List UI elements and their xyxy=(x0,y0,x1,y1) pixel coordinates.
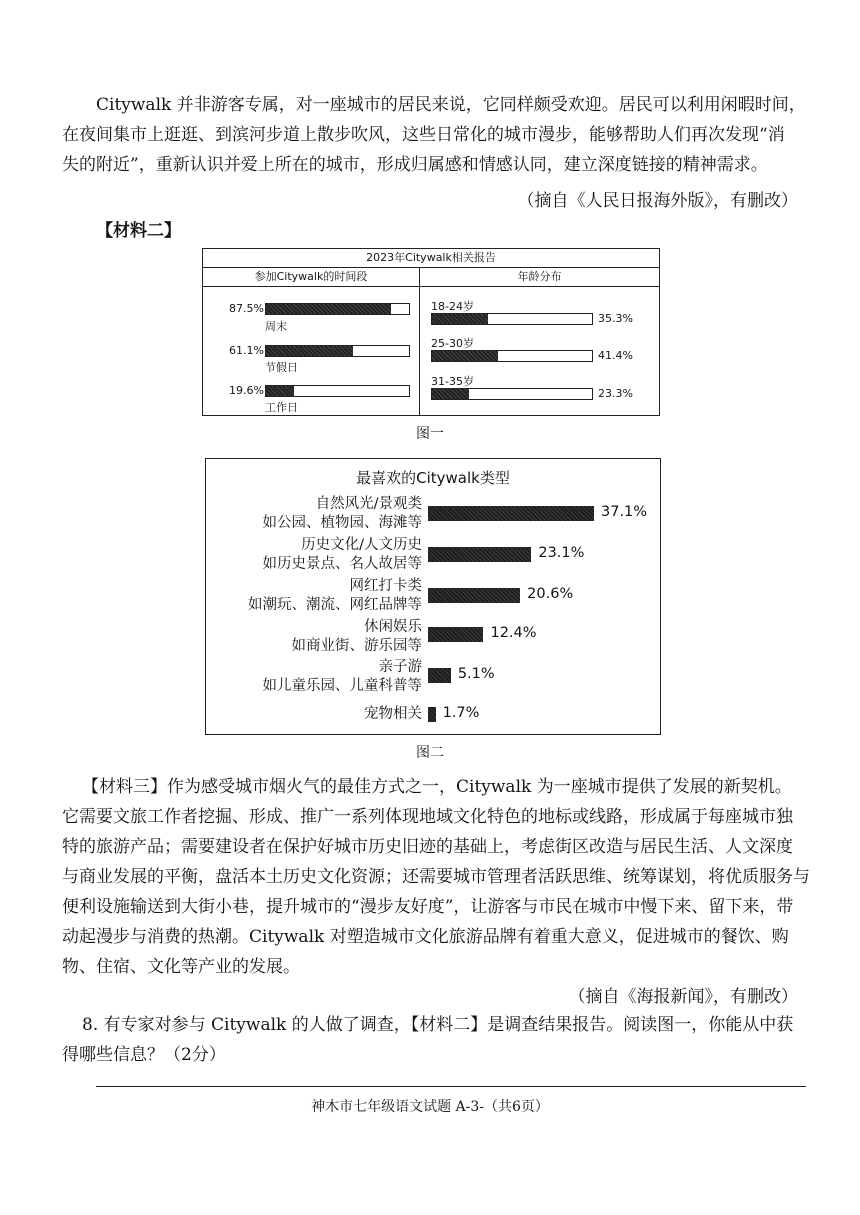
material1-paragraph xyxy=(62,90,806,180)
question-line: 得哪些信息？（2分） xyxy=(62,1045,226,1065)
type-category-label xyxy=(364,705,422,724)
type-category-label xyxy=(263,495,423,533)
type-value-label: 23.1% xyxy=(538,545,585,561)
material3-source: （摘自《海报新闻》，有删改） xyxy=(568,987,798,1007)
type-category-example: 如潮玩、潮流、网红品牌等 xyxy=(248,597,422,613)
paragraph-line: 它需要文旅工作者挖掘、形成、推广一系列体现地域文化特色的地标或线路，形成属于每座城市独 xyxy=(62,807,793,827)
type-bar-nature xyxy=(428,506,594,521)
age-category-label: 25-30岁 xyxy=(431,337,474,350)
period-bar-weekend xyxy=(266,304,391,314)
type-category-label xyxy=(248,577,422,615)
page-footer: 神木市七年级语文试题 A-3-（共6页） xyxy=(311,1099,549,1115)
period-value-label: 61.1% xyxy=(229,344,264,357)
type-category-label xyxy=(263,658,423,696)
age-bar-track xyxy=(431,350,593,362)
age-value-label: 23.3% xyxy=(598,387,633,400)
figure1-title: 2023年Citywalk相关报告 xyxy=(203,249,659,268)
type-category-label xyxy=(263,536,423,574)
figure1-right-header: 年龄分布 xyxy=(420,268,659,287)
age-bar-25-30 xyxy=(432,351,498,361)
type-category-label xyxy=(292,618,423,656)
material3-paragraph xyxy=(62,772,810,982)
figure2-title: 最喜欢的Citywalk类型 xyxy=(356,469,510,487)
material1-source: （摘自《人民日报海外版》，有删改） xyxy=(517,191,798,211)
period-bar-track xyxy=(265,385,410,397)
type-bar-family xyxy=(428,668,451,683)
type-value-label: 20.6% xyxy=(527,586,574,602)
paragraph-line: 便利设施输送到大街小巷，提升城市的“漫步友好度”，让游客与市民在城市中慢下来、留下来，带 xyxy=(62,897,794,917)
period-bar-track xyxy=(265,345,410,357)
type-category-name: 休闲娱乐 xyxy=(364,619,422,635)
period-bar-holiday xyxy=(266,346,353,356)
type-category-example: 如商业街、游乐园等 xyxy=(291,638,422,654)
age-value-label: 35.3% xyxy=(598,312,633,325)
type-value-label: 1.7% xyxy=(442,705,480,721)
type-category-name: 宠物相关 xyxy=(364,706,422,722)
figure1-left-header: 参加Citywalk的时间段 xyxy=(203,268,419,287)
period-value-label: 87.5% xyxy=(229,302,264,315)
paragraph-line: 物、住宿、文化等产业的发展。 xyxy=(62,957,300,977)
type-category-example: 如儿童乐园、儿童科普等 xyxy=(262,678,422,694)
paragraph-line: 在夜间集市上逛逛、到滨河步道上散步吹风，这些日常化的城市漫步，能够帮助人们再次发现“消 xyxy=(62,125,785,145)
period-category-label: 工作日 xyxy=(265,401,298,414)
age-bar-18-24 xyxy=(432,314,488,324)
footer-divider xyxy=(96,1086,806,1087)
figure1-divider xyxy=(419,268,420,415)
paragraph-line: 失的附近”，重新认识并爱上所在的城市，形成归属感和情感认同，建立深度链接的精神需求。 xyxy=(62,155,768,175)
figure2-favorite-types-chart xyxy=(205,458,661,735)
type-category-name: 历史文化/人文历史 xyxy=(301,537,422,553)
question-line: 8. 有专家对参与 Citywalk 的人做了调查，【材料二】是调查结果报告。阅读图一，你能从中获 xyxy=(82,1015,794,1035)
type-bar-history xyxy=(428,547,531,562)
age-value-label: 41.4% xyxy=(598,349,633,362)
question8 xyxy=(62,1010,802,1070)
figure1-report-table xyxy=(202,248,660,416)
type-category-example: 如公园、植物园、海滩等 xyxy=(262,515,422,531)
paragraph-line: 动起漫步与消费的热潮。Citywalk 对塑造城市文化旅游品牌有着重大意义，促进城市的餐饮、购 xyxy=(62,927,789,947)
type-category-name: 亲子游 xyxy=(378,659,422,675)
figure1-caption: 图一 xyxy=(416,426,444,442)
type-value-label: 5.1% xyxy=(457,666,495,682)
age-bar-31-35 xyxy=(432,389,469,399)
type-category-name: 网红打卡类 xyxy=(349,578,422,594)
paragraph-line: 特的旅游产品；需要建设者在保护好城市历史旧迹的基础上，考虑街区改造与居民生活、人文深度 xyxy=(62,837,793,857)
type-category-example: 如历史景点、名人故居等 xyxy=(262,556,422,572)
type-category-name: 自然风光/景观类 xyxy=(315,496,422,512)
material2-label: 【材料二】 xyxy=(96,221,181,241)
age-bar-track xyxy=(431,388,593,400)
paragraph-line: 【材料三】作为感受城市烟火气的最佳方式之一，Citywalk 为一座城市提供了发展的新契机。 xyxy=(82,777,792,797)
period-bar-workday xyxy=(266,386,294,396)
paragraph-line: 与商业发展的平衡，盘活本土历史文化资源；还需要城市管理者活跃思维、统筹谋划，将优质服务与 xyxy=(62,867,810,887)
period-category-label: 周末 xyxy=(265,320,287,333)
period-bar-track xyxy=(265,303,410,315)
age-category-label: 18-24岁 xyxy=(431,300,474,313)
age-category-label: 31-35岁 xyxy=(431,375,474,388)
age-bar-track xyxy=(431,313,593,325)
period-category-label: 节假日 xyxy=(265,361,298,374)
type-bar-pet xyxy=(428,707,436,722)
type-bar-leisure xyxy=(428,627,483,642)
type-value-label: 12.4% xyxy=(490,625,537,641)
paragraph-line: Citywalk 并非游客专属，对一座城市的居民来说，它同样颇受欢迎。居民可以利用闲暇时间， xyxy=(96,95,806,115)
type-bar-influencer xyxy=(428,588,520,603)
type-value-label: 37.1% xyxy=(601,504,648,520)
period-value-label: 19.6% xyxy=(229,384,264,397)
figure2-caption: 图二 xyxy=(416,745,444,761)
